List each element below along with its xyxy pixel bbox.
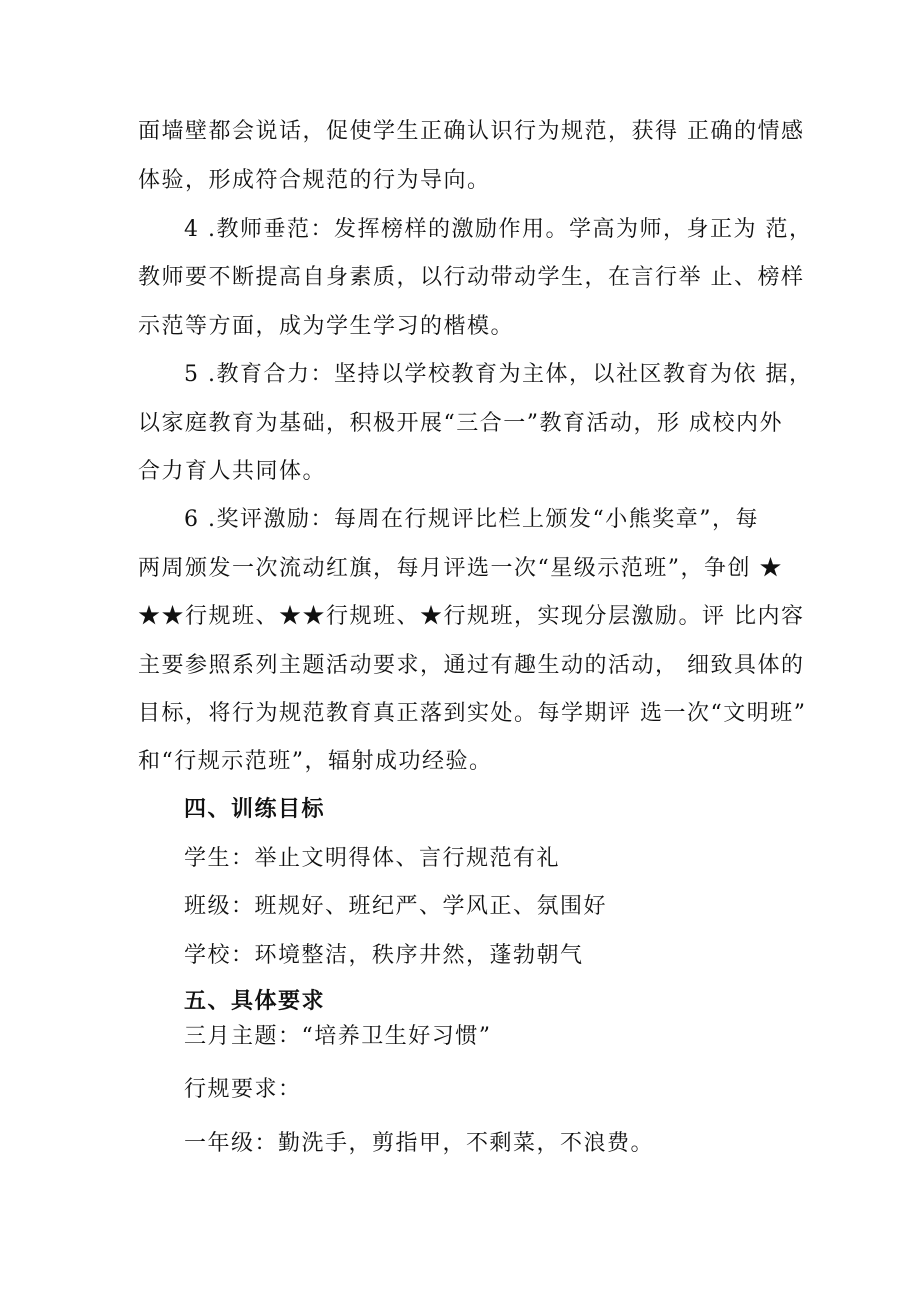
item6-line2: 两周颁发一次流动红旗，每月评选一次“星级示范班”，争创 ★: [138, 556, 783, 581]
para1-line2: 体验，形成符合规范的行为导向。: [138, 168, 491, 193]
item6-line3: ★★行规班、★★行规班、★行规班，实现分层激励。评 比内容: [138, 604, 805, 629]
month-theme: 三月主题：“培养卫生好习惯”: [184, 1024, 492, 1049]
item4-line1: 4 .教师垂范：发挥榜样的激励作用。学高为师，身正为 范，: [184, 217, 813, 242]
item6-line1: 6 .奖评激励：每周在行规评比栏上颁发“小熊奖章”，每: [184, 507, 759, 532]
para1-line1: 面墙壁都会说话，促使学生正确认识行为规范，获得 正确的情感: [138, 119, 805, 144]
item5-line1: 5 .教育合力：坚持以学校教育为主体，以社区教育为依 据，: [184, 362, 813, 387]
grade1-requirement: 一年级：勤洗手，剪指甲，不剩菜，不浪费。: [184, 1131, 655, 1156]
item5-line2: 以家庭教育为基础，积极开展“三合一”教育活动，形 成校内外: [138, 411, 783, 436]
item6-line5: 目标，将行为规范教育真正落到实处。每学期评 选一次“文明班”: [138, 701, 807, 726]
item6-line4: 主要参照系列主题活动要求，通过有趣生动的活动， 细致具体的: [138, 653, 805, 678]
section5-heading: 五、具体要求: [184, 989, 326, 1014]
item4-line2: 教师要不断提高自身素质，以行动带动学生，在言行举 止、榜样: [138, 265, 805, 290]
item4-line3: 示范等方面，成为学生学习的楷模。: [138, 314, 515, 339]
goal-student: 学生：举止文明得体、言行规范有礼: [184, 846, 561, 871]
section4-heading: 四、训练目标: [184, 797, 326, 822]
item5-line3: 合力育人共同体。: [138, 459, 327, 484]
item6-line6: 和“行规示范班”，辐射成功经验。: [138, 749, 493, 774]
goal-class: 班级：班规好、班纪严、学风正、氛围好: [184, 894, 608, 919]
goal-school: 学校：环境整洁，秩序井然，蓬勃朝气: [184, 943, 584, 968]
requirements-label: 行规要求：: [184, 1077, 302, 1102]
